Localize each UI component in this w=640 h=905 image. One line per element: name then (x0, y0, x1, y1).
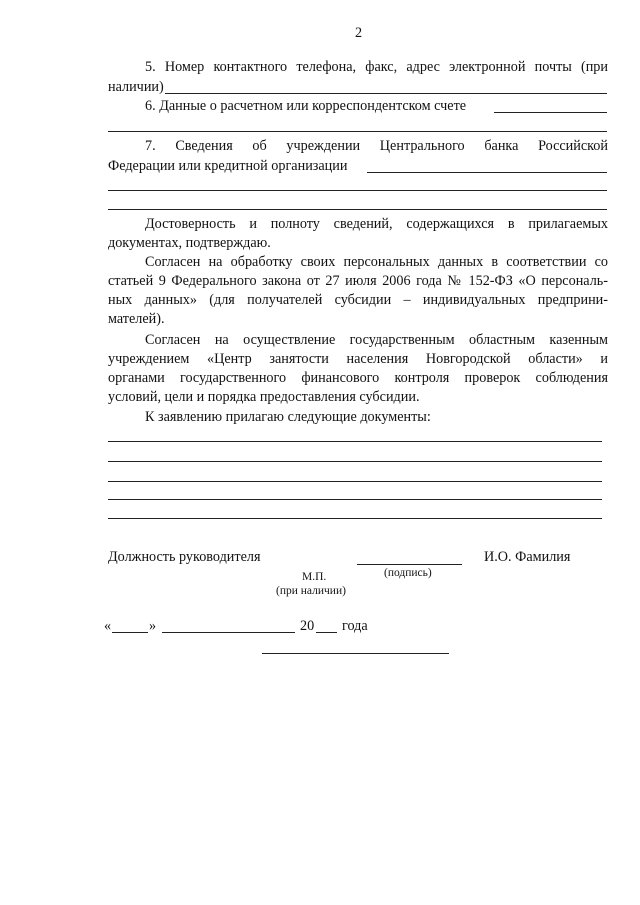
item6-fill-line-2[interactable] (108, 131, 607, 132)
paragraph-personal-data-line1: Согласен на обработку своих персональных данных в соответствии со (145, 254, 608, 270)
date-day-line[interactable] (112, 632, 148, 633)
date-open-quote: « (104, 618, 112, 634)
position-label: Должность руководителя (108, 549, 261, 565)
item7-line2: Федерации или кредитной организации (108, 158, 348, 174)
item7-line1: 7. Сведения об учреждении Центрального банка Российской (145, 138, 608, 154)
paragraph-inspection-line4: условий, цели и порядка предоставления субсидии. (108, 389, 420, 405)
attachment-line-2[interactable] (108, 461, 602, 462)
attachment-line-4[interactable] (108, 499, 602, 500)
paragraph-inspection-line2: учреждением «Центр занятости населения Новгородской области» и (108, 351, 608, 367)
date-year-suffix: года (342, 618, 368, 634)
date-close-quote: » (149, 618, 157, 634)
paragraph-personal-data-line4: мателей). (108, 311, 165, 327)
date-month-line[interactable] (162, 632, 295, 633)
stamp-note: (при наличии) (276, 585, 346, 597)
paragraph-personal-data-line2: статьей 9 Федерального закона от 27 июля 2006 года № 152-ФЗ «О персональ- (108, 273, 608, 289)
paragraph-personal-data-line3: ных данных» (для получателей субсидии – индивидуальных предприни- (108, 292, 608, 308)
item6-line1: 6. Данные о расчетном или корреспондентском счете (145, 98, 467, 114)
item5-line1: 5. Номер контактного телефона, факс, адрес электронной почты (при (145, 59, 608, 75)
item6-fill-line[interactable] (494, 112, 607, 113)
item7-fill-line-3[interactable] (108, 209, 607, 210)
paragraph-inspection-line3: органами государственного финансового контроля проверок соблюдения (108, 370, 608, 386)
date-year-prefix: 20 (300, 618, 315, 634)
item7-fill-line[interactable] (367, 172, 607, 173)
page-number: 2 (355, 25, 363, 41)
attachment-line-3[interactable] (108, 481, 602, 482)
attachment-line-1[interactable] (108, 441, 602, 442)
paragraph-attachments: К заявлению прилагаю следующие документы: (145, 409, 431, 425)
attachment-line-5[interactable] (108, 518, 602, 519)
stamp-label: М.П. (302, 571, 327, 583)
item5-line2: наличии) (108, 79, 164, 95)
name-label: И.О. Фамилия (484, 549, 571, 565)
signature-caption: (подпись) (384, 567, 432, 579)
date-year-line[interactable] (316, 632, 337, 633)
closing-separator (262, 653, 449, 654)
paragraph-authenticity-line2: документах, подтверждаю. (108, 235, 271, 251)
paragraph-inspection-line1: Согласен на осуществление государственным областным казенным (145, 332, 608, 348)
item7-fill-line-2[interactable] (108, 190, 607, 191)
paragraph-authenticity-line1: Достоверность и полноту сведений, содержащихся в прилагаемых (145, 216, 608, 232)
item5-fill-line[interactable] (165, 93, 607, 94)
